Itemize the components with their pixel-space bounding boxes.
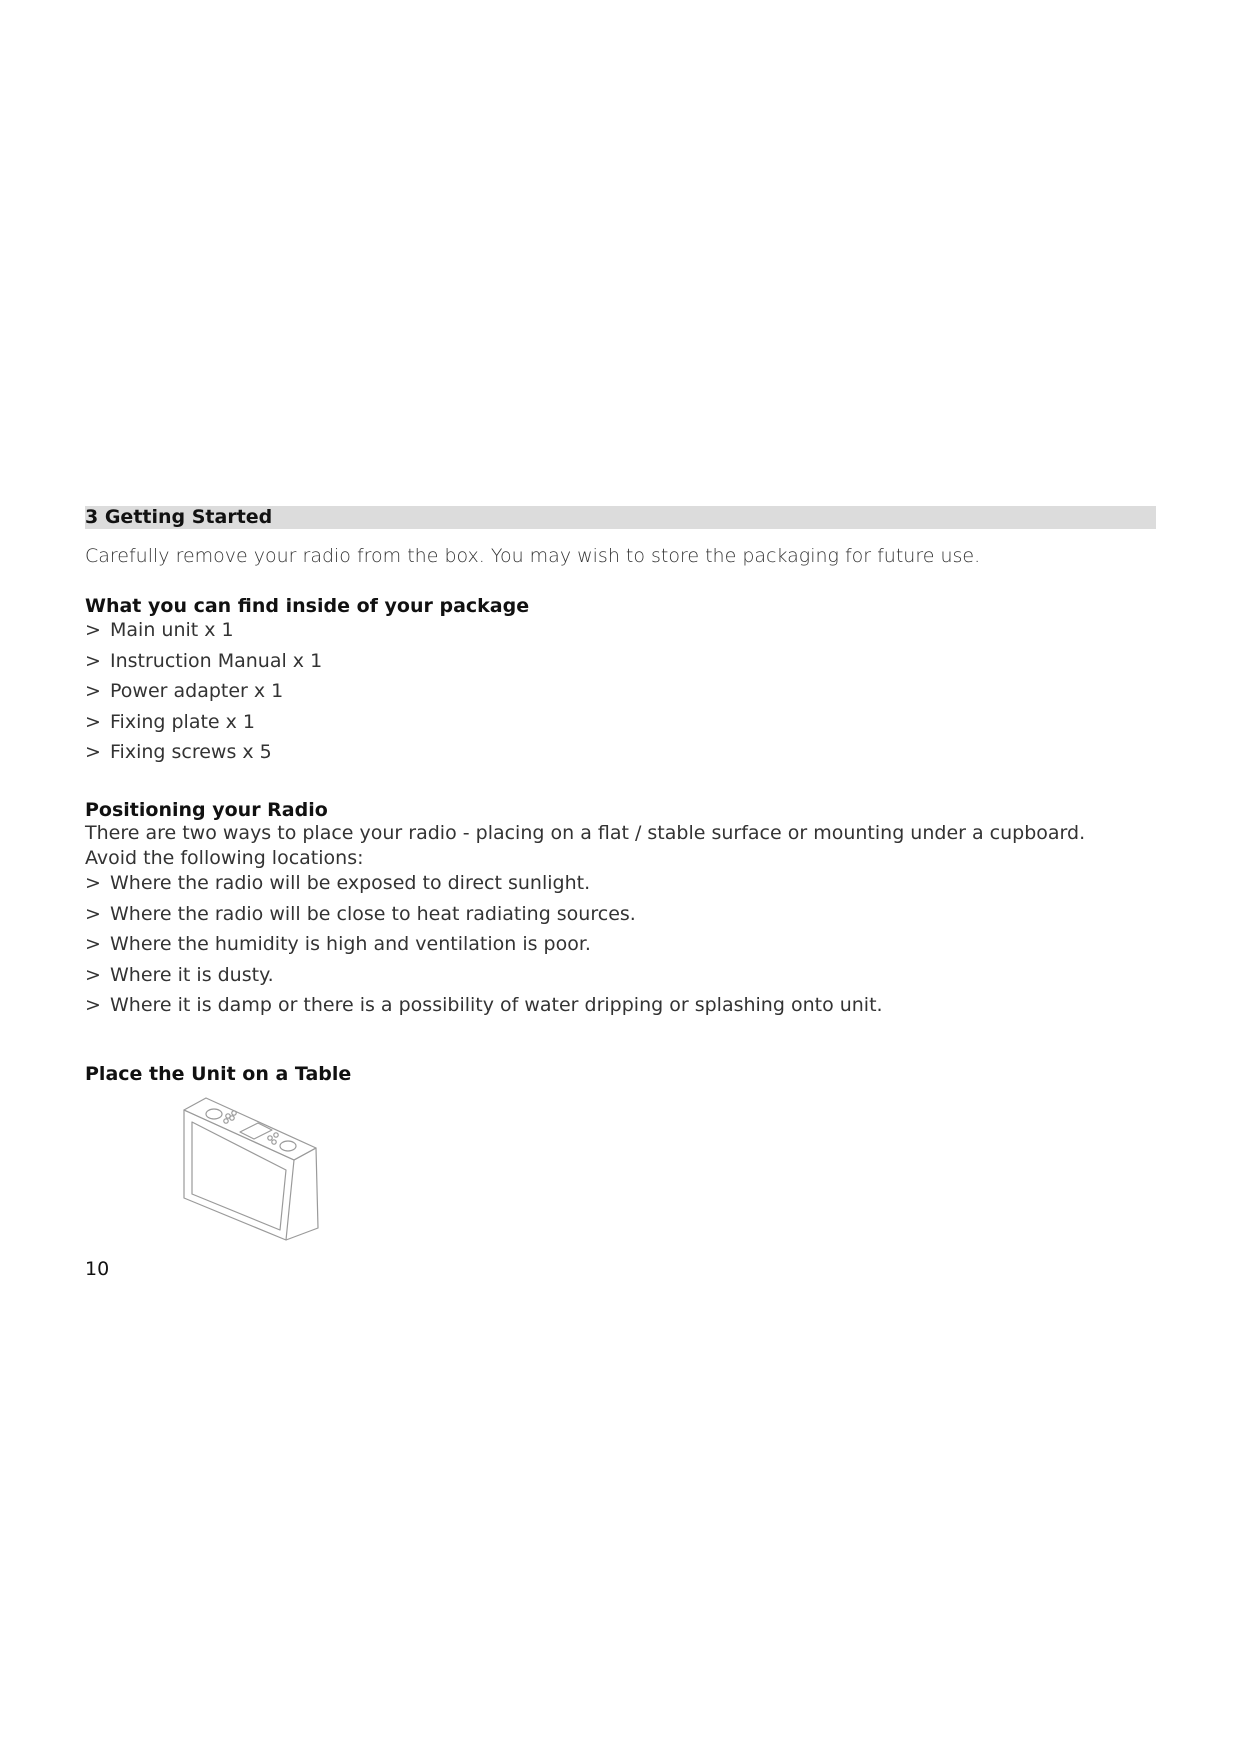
chevron-right-icon: > [85, 619, 101, 641]
chevron-right-icon: > [85, 649, 101, 672]
avoid-list [85, 871, 883, 1024]
package-heading: What you can find inside of your package [85, 595, 530, 617]
list-item: > Where the radio will be exposed to direct sunlight. [85, 872, 591, 894]
table-heading: Place the Unit on a Table [85, 1063, 352, 1085]
chevron-right-icon: > [85, 902, 101, 925]
chevron-right-icon: > [85, 680, 101, 702]
list-item: > Where it is damp or there is a possibility of water dripping or splashing onto unit. [85, 994, 883, 1016]
avoid-label: Avoid the following locations: [85, 847, 364, 869]
chevron-right-icon: > [85, 994, 101, 1016]
list-item: > Power adapter x 1 [85, 680, 284, 702]
chevron-right-icon: > [85, 872, 101, 894]
chevron-right-icon: > [85, 963, 101, 986]
positioning-heading: Positioning your Radio [85, 799, 328, 821]
page-number: 10 [85, 1258, 110, 1280]
list-item: > Fixing screws x 5 [85, 741, 272, 763]
list-item: > Instruction Manual x 1 [85, 649, 323, 672]
package-list [85, 618, 322, 771]
list-item: > Where the radio will be close to heat radiating sources. [85, 902, 636, 925]
list-item: > Fixing plate x 1 [85, 710, 256, 733]
intro-paragraph: Carefully remove your radio from the box. You may wish to store the packaging for future use. [85, 545, 981, 567]
list-item: > Main unit x 1 [85, 619, 234, 641]
section-title: 3 Getting Started [85, 506, 273, 528]
list-item: > Where the humidity is high and ventilation is poor. [85, 933, 591, 955]
list-item: > Where it is dusty. [85, 963, 274, 986]
chevron-right-icon: > [85, 933, 101, 955]
radio-on-table-illustration [176, 1090, 336, 1260]
chevron-right-icon: > [85, 741, 101, 763]
positioning-text: There are two ways to place your radio - placing on a flat / stable surface or mounting under a cupboard. [85, 822, 1086, 844]
chevron-right-icon: > [85, 710, 101, 733]
